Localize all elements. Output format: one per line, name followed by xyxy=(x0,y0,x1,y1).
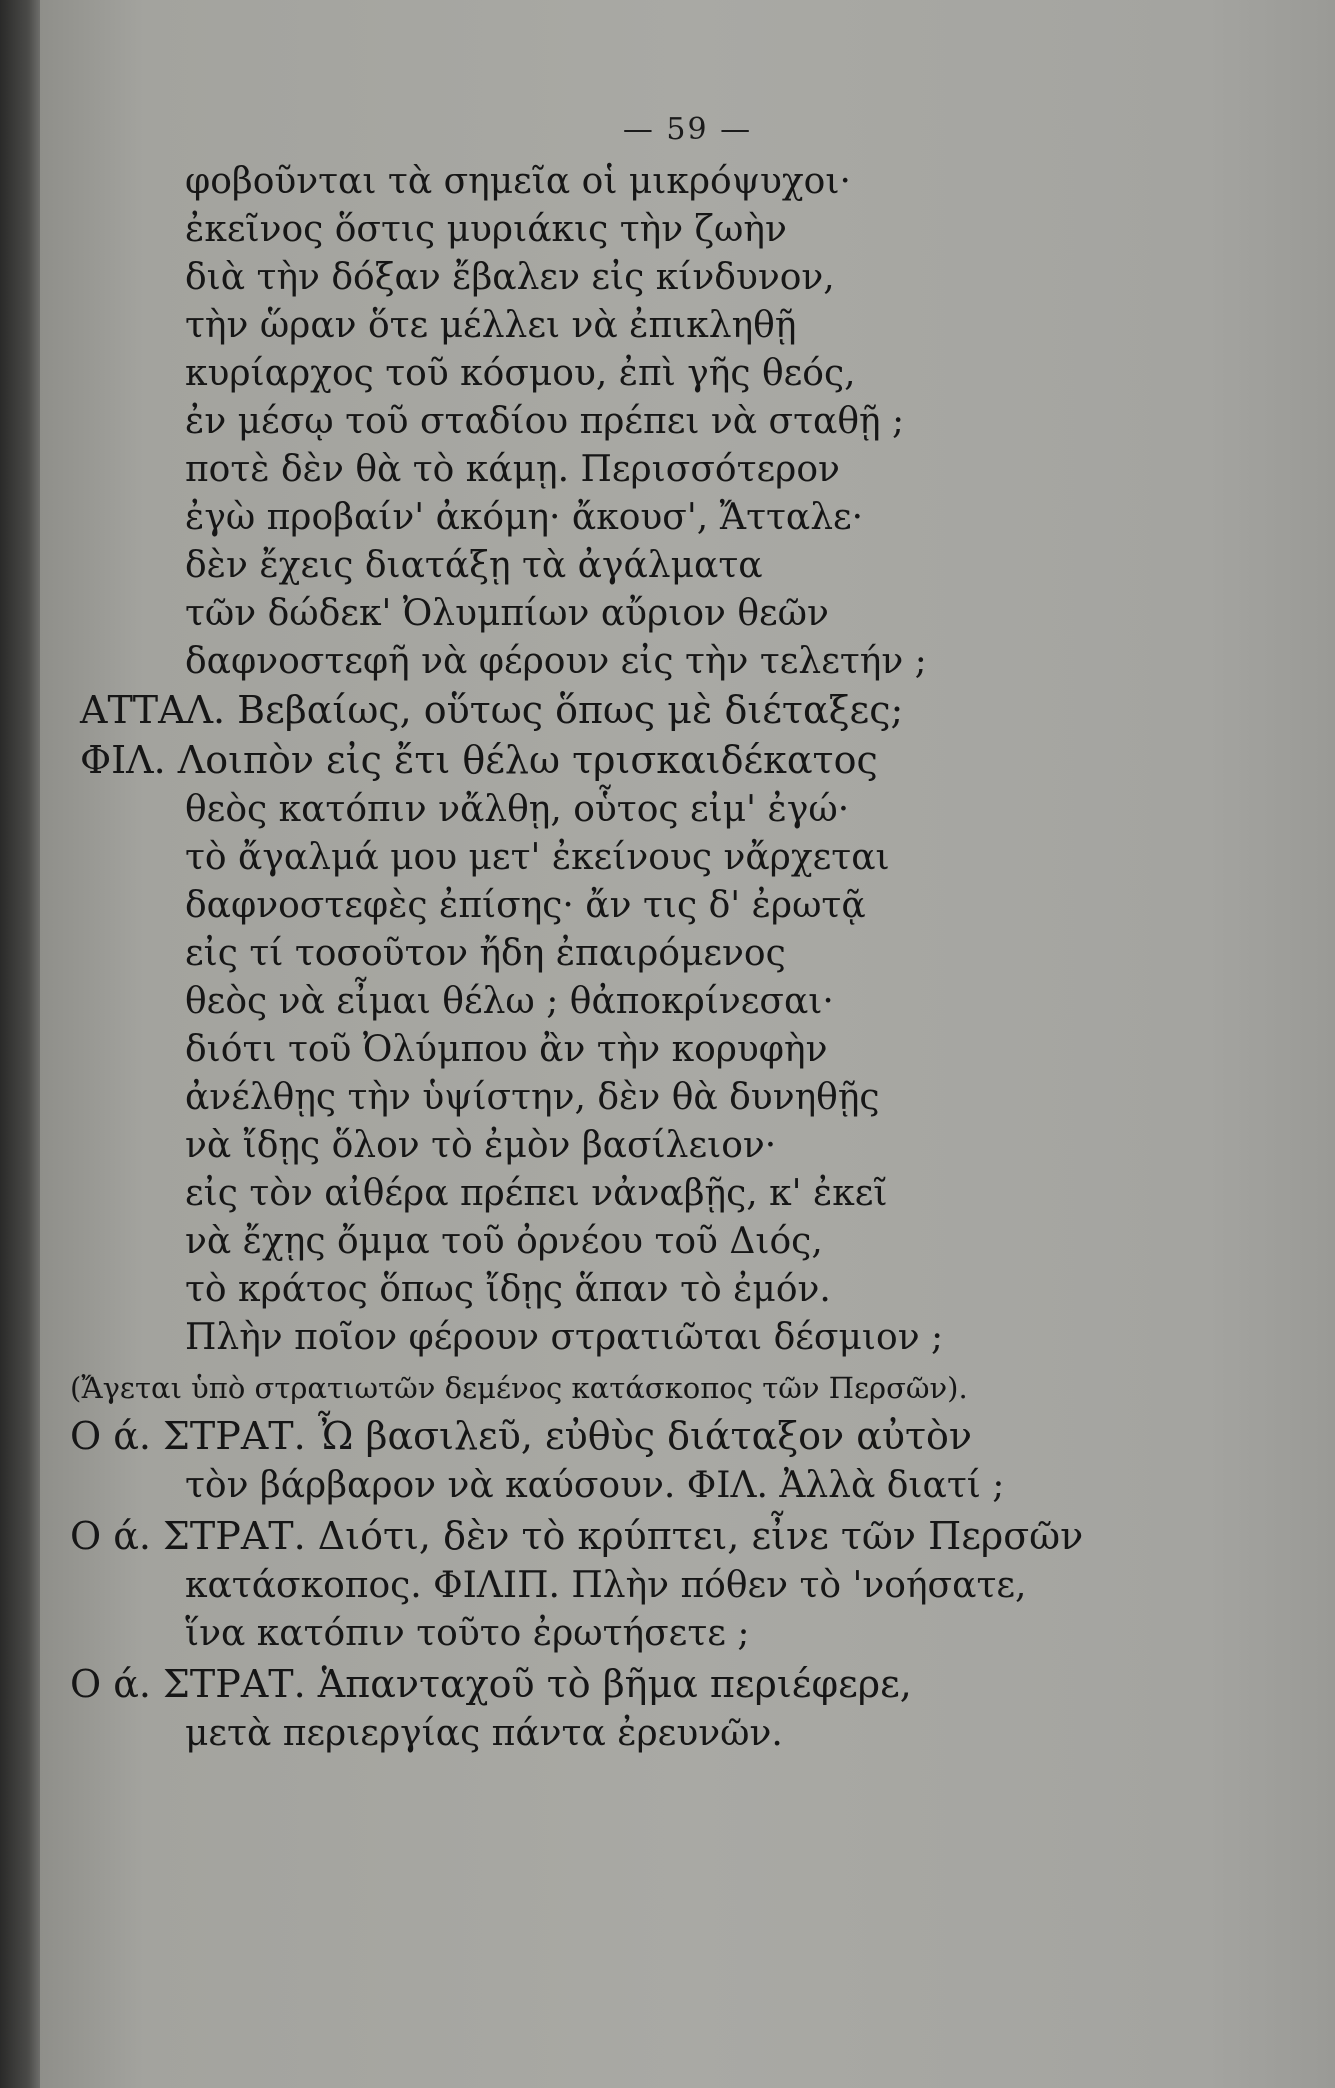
text-line: εἰς τὸν αἰθέρα πρέπει νἀναβῇς, κ' ἐκεῖ xyxy=(185,1173,888,1214)
speaker-line: ΦΙΛ. Λοιπὸν εἰς ἔτι θέλω τρισκαιδέκατος xyxy=(80,738,878,782)
text-line: ἐγὼ προβαίν' ἀκόμη· ἄκουσ', Ἄτταλε· xyxy=(185,497,864,538)
text-line: ἵνα κατόπιν τοῦτο ἐρωτήσετε ; xyxy=(185,1613,750,1654)
text-line: μετὰ περιεργίας πάντα ἐρευνῶν. xyxy=(185,1713,783,1754)
speaker-line: ΑΤΤΑΛ. Βεβαίως, οὕτως ὅπως μὲ διέταξες; xyxy=(80,688,904,732)
text-line: τὸ κράτος ὅπως ἴδῃς ἅπαν τὸ ἐμόν. xyxy=(185,1269,831,1310)
book-page xyxy=(40,0,1335,2088)
text-line: θεὸς νὰ εἶμαι θέλω ; θἀποκρίνεσαι· xyxy=(185,981,834,1022)
text-line: τὸν βάρβαρον νὰ καύσουν. ΦΙΛ. Ἀλλὰ διατί ; xyxy=(185,1465,1005,1506)
text-line: δὲν ἔχεις διατάξῃ τὰ ἀγάλματα xyxy=(185,545,763,586)
stage-direction: (Ἄγεται ὑπὸ στρατιωτῶν δεμένος κατάσκοπος τῶν Περσῶν). xyxy=(70,1371,968,1405)
text-line: ἀνέλθῃς τὴν ὑψίστην, δὲν θὰ δυνηθῇς xyxy=(185,1077,880,1118)
text-line: κυρίαρχος τοῦ κόσμου, ἐπὶ γῆς θεός, xyxy=(185,353,856,394)
text-line: ποτὲ δὲν θὰ τὸ κάμῃ. Περισσότερον xyxy=(185,449,840,490)
speaker-line: Ο ά. ΣΤΡΑΤ. Ἁπανταχοῦ τὸ βῆμα περιέφερε, xyxy=(70,1662,912,1706)
text-line: εἰς τί τοσοῦτον ἤδη ἐπαιρόμενος xyxy=(185,933,786,974)
text-line: ἐν μέσῳ τοῦ σταδίου πρέπει νὰ σταθῇ ; xyxy=(185,401,905,442)
text-line: νὰ ἔχῃς ὄμμα τοῦ ὀρνέου τοῦ Διός, xyxy=(185,1221,823,1262)
text-line: φοβοῦνται τὰ σημεῖα οἱ μικρόψυχοι· xyxy=(185,161,851,202)
text-line: τὸ ἄγαλμά μου μετ' ἐκείνους νἄρχεται xyxy=(185,837,890,878)
page-number: — 59 — xyxy=(622,112,753,147)
text-line: ἐκεῖνος ὅστις μυριάκις τὴν ζωὴν xyxy=(185,209,787,250)
text-line: διότι τοῦ Ὀλύμπου ἂν τὴν κορυφὴν xyxy=(185,1029,828,1070)
text-line: κατάσκοπος. ΦΙΛΙΠ. Πλὴν πόθεν τὸ 'νοήσατε, xyxy=(185,1565,1027,1606)
book-spine-shadow xyxy=(0,0,40,2088)
text-line: νὰ ἴδῃς ὅλον τὸ ἐμὸν βασίλειον· xyxy=(185,1125,777,1166)
text-line: θεὸς κατόπιν νἄλθῃ, οὗτος εἰμ' ἐγώ· xyxy=(185,789,850,830)
text-line: τὴν ὥραν ὅτε μέλλει νὰ ἐπικληθῇ xyxy=(185,305,797,346)
speaker-line: Ο ά. ΣΤΡΑΤ. Ὦ βασιλεῦ, εὐθὺς διάταξον αὐτὸν xyxy=(70,1414,972,1458)
speaker-line: Ο ά. ΣΤΡΑΤ. Διότι, δὲν τὸ κρύπτει, εἶνε τῶν Περσῶν xyxy=(70,1514,1084,1558)
text-line: δαφνοστεφῆ νὰ φέρουν εἰς τὴν τελετήν ; xyxy=(185,641,927,682)
text-line: δαφνοστεφὲς ἐπίσης· ἄν τις δ' ἐρωτᾷ xyxy=(185,885,866,926)
text-line: Πλὴν ποῖον φέρουν στρατιῶται δέσμιον ; xyxy=(185,1317,944,1358)
text-line: διὰ τὴν δόξαν ἔβαλεν εἰς κίνδυνον, xyxy=(185,257,835,298)
text-line: τῶν δώδεκ' Ὀλυμπίων αὔριον θεῶν xyxy=(185,593,829,634)
